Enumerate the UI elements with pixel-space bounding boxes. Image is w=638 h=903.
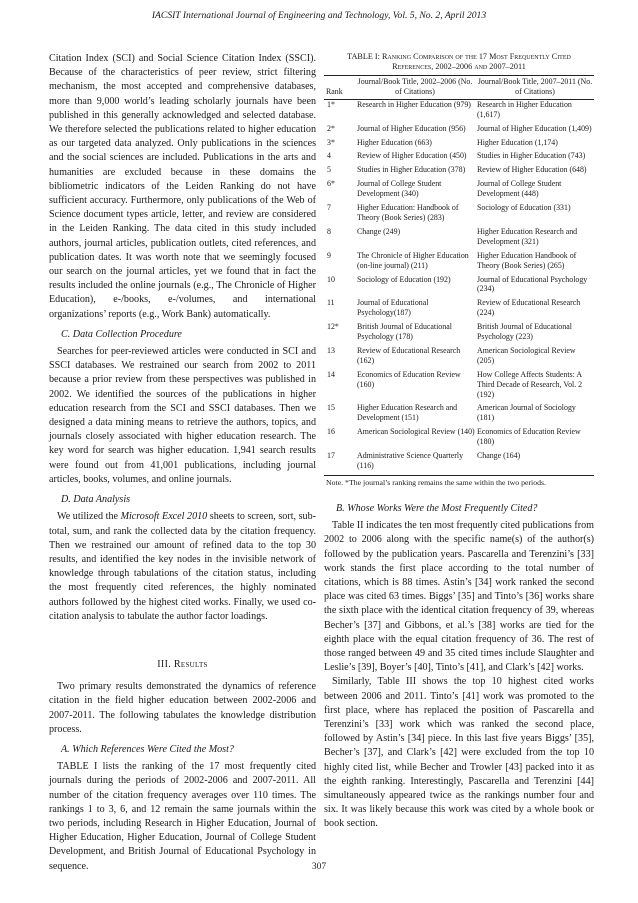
- rank-cell: 3*: [327, 137, 335, 147]
- title-2007-2011-cell: Research in Higher Education (1,617): [477, 99, 572, 119]
- table-note: Note. *The journal’s ranking remains the same within the two periods.: [326, 477, 546, 487]
- rank-cell: 8: [327, 226, 331, 236]
- title-2002-2006-cell: American Sociological Review (140): [357, 427, 475, 437]
- paragraph-data-collection: Searches for peer-reviewed articles were conducted in SCI and SSCI databases. We restrained our search from 2002 to 2011 because a prior review from these perspectives was published in 2002. We identified the sources of the publications in higher education research from the SCI and SSCI databases. Then we designed a data mining means to retrieve the authors, topics, and journals closely associated with higher education research. The key word for search was higher education. 1,941 search results were found out from 41,001 publications, including journal articles, books, volumes, and online journals.: [49, 346, 316, 485]
- rank-cell: 2*: [327, 123, 335, 133]
- rank-cell: 10: [327, 274, 335, 284]
- title-2007-2011-cell: Journal of College Student Development (448): [477, 179, 562, 199]
- table-row: [324, 99, 594, 123]
- title-2007-2011-cell: Economics of Education Review (180): [477, 427, 581, 447]
- table-caption: TABLE I: Ranking Comparison of the 17 Most Frequently Cited References, 2002–2006 and 2007–2011: [347, 52, 571, 71]
- title-2002-2006-cell: Higher Education Research and Development (151): [357, 403, 458, 423]
- rank-cell: 1*: [327, 99, 335, 109]
- rank-cell: 14: [327, 369, 335, 379]
- rank-cell: 16: [327, 427, 335, 437]
- rank-cell: 7: [327, 203, 331, 213]
- table-row: [324, 179, 594, 203]
- title-2007-2011-cell: Review of Higher Education (648): [477, 165, 587, 175]
- title-2002-2006-cell: Review of Educational Research (162): [357, 345, 461, 365]
- title-2002-2006-cell: Journal of College Student Development (340): [357, 179, 442, 199]
- title-2002-2006-cell: Journal of Higher Education (956): [357, 123, 466, 133]
- table-i: [324, 75, 594, 476]
- subsection-c-heading: C. Data Collection Procedure: [61, 328, 182, 340]
- table-row: [324, 151, 594, 165]
- title-2002-2006-cell: Administrative Science Quarterly (116): [357, 451, 464, 470]
- subsection-d-heading: D. Data Analysis: [61, 494, 131, 506]
- table-row: [324, 203, 594, 227]
- running-head: IACSIT International Journal of Engineering and Technology, Vol. 5, No. 2, April 2013: [151, 10, 487, 21]
- title-2007-2011-cell: Sociology of Education (331): [477, 203, 571, 213]
- software-name: Microsoft Excel 2010: [120, 511, 208, 523]
- paragraph-table-iii-description: Similarly, Table III shows the top 10 highest cited works between 2006 and 2011. Tinto’s [41] work was promoted to the first place, where has replaced the position of Pascarella and Terenzini’s [33] work which was ranked the second place, followed by Astin’s [34] piece. In this last five years Biggs’ [35], Becher’s [37], and Clark’s [42] were excluded from the top 10 highly cited list, while Becher and Trowler [43] packed into it as the eighth ranking. Interestingly, Pascarella and Terenzini [44] simultaneously appeared twice as the rankings number four and six. It was likely because this work was cited by a whole book or book section.: [324, 676, 594, 830]
- title-2002-2006-cell: Research in Higher Education (979): [357, 99, 471, 109]
- paragraph-most-cited-works: Table II indicates the ten most frequently cited publications from 2002 to 2006 along with the specific name(s) of the author(s) followed by the publication years. Pascarella and Terenzini’s [33] work stands the first place according to the total number of citations, which is 88 times. Astin’s [34] work ranked the second place was cited 63 times. Biggs’ [35] and Tinto’s [36] works share the sixth place with the identical citation frequency of 39, whereas Becher’s [37] and Gibbons, et al.’s [38] works are tied for the eighth place with the equal citation frequency of 36. The rest of those ranged between 49 and 35 cited times include Slaughter and Leslie’s [39], Boyer’s [40], Tinto’s [41], and Clark’s [42] works.: [324, 520, 594, 674]
- rank-cell: 17: [327, 451, 335, 461]
- title-2002-2006-cell: Higher Education: Handbook of Theory (Book Series) (283): [357, 203, 459, 222]
- header-2002-2006: Journal/Book Title, 2002–2006 (No. of Citations): [354, 76, 476, 99]
- title-2007-2011-cell: Higher Education (1,174): [477, 137, 558, 147]
- paragraph-data-source: Citation Index (SCI) and Social Science Citation Index (SSCI). Because of the characteristics of peer review, strict filtering mechanism, the most accepted and comprehensive databases, more than 9,000 world’s leading scholarly journals have been published in this generally acknowledged and selected database. We therefore selected the publications related to higher education as our targeted data analyzed. Only publications in the sciences and the social sciences are included. Publications in the arts and humanities are excluded because in these domains the bibliometric indicators of the Leiden Ranking do not have sufficient accuracy. Furthermore, only publications of the Web of Science document types article, letter, and review are considered in the Leiden Ranking. The data cited in this study included authors, journal articles, publication outlets, cited references, and publication dates. It was worth note that we seemingly focused our search on the journal articles, yet we found that in fact the results included the online journals (e.g., The Chronicle of Higher Education), e-/books, e-/volumes, and international organizations’ reports (e.g., Work Bank) automatically.: [49, 53, 316, 320]
- title-2002-2006-cell: Change (249): [357, 226, 401, 236]
- paragraph-data-analysis: [49, 510, 316, 624]
- text-fragment: sheets to screen, sort, sub-total, sum, and rank the collected data by the citation frequency. Then we restrained our amount of refined data to the top 30 results, and identified the key nodes in the invisible network of knowledge through tabulations of the citation status, including the most frequently cited references, the highly nominated authors followed by the highest cited works. Finally, we used co-citation analysis to tabulate the author factor loadings.: [49, 511, 317, 622]
- title-2007-2011-cell: Review of Educational Research (224): [477, 298, 581, 318]
- title-2007-2011-cell: Journal of Higher Education (1,409): [477, 123, 592, 133]
- left-column: [49, 52, 316, 874]
- table-row: [324, 451, 594, 475]
- title-2007-2011-cell: American Journal of Sociology (181): [477, 403, 576, 423]
- table-row: [324, 227, 594, 251]
- table-row: [324, 427, 594, 451]
- subsection-a-heading: A. Which References Were Cited the Most?: [61, 743, 234, 755]
- table-row: [324, 138, 594, 152]
- header-rank: Rank: [324, 76, 354, 99]
- title-2002-2006-cell: The Chronicle of Higher Education (on-line journal) (211): [357, 250, 469, 270]
- title-2002-2006-cell: Journal of Educational Psychology(187): [357, 298, 429, 318]
- header-2007-2011: Journal/Book Title, 2007–2011 (No. of Citations): [476, 76, 594, 99]
- rank-cell: 4: [327, 151, 331, 161]
- text-fragment: We utilized the: [57, 511, 121, 523]
- table-row: [324, 322, 594, 346]
- table-row: [324, 165, 594, 179]
- title-2002-2006-cell: Review of Higher Education (450): [357, 151, 467, 161]
- title-2007-2011-cell: Studies in Higher Education (743): [477, 151, 586, 161]
- table-row: [324, 403, 594, 427]
- title-2002-2006-cell: Sociology of Education (192): [357, 274, 451, 284]
- table-header-row: [324, 76, 594, 99]
- title-2002-2006-cell: Economics of Education Review (160): [357, 369, 461, 389]
- page-number: 307: [311, 862, 327, 872]
- table-row: [324, 346, 594, 370]
- title-2007-2011-cell: Higher Education Research and Development (321): [477, 226, 578, 246]
- title-2002-2006-cell: Higher Education (663): [357, 137, 432, 147]
- title-2007-2011-cell: British Journal of Educational Psychology (223): [477, 322, 572, 342]
- table-row: [324, 275, 594, 299]
- table-row: [324, 370, 594, 404]
- rank-cell: 9: [327, 250, 331, 260]
- title-2007-2011-cell: Higher Education Handbook of Theory (Book Series) (265): [477, 250, 577, 270]
- rank-cell: 5: [327, 165, 331, 175]
- title-2007-2011-cell: American Sociological Review (205): [477, 345, 576, 365]
- rank-cell: 15: [327, 403, 335, 413]
- rank-cell: 13: [327, 345, 335, 355]
- right-column: [324, 52, 594, 832]
- subsection-b-heading: B. Whose Works Were the Most Frequently Cited?: [336, 502, 538, 514]
- title-2002-2006-cell: British Journal of Educational Psychology (178): [357, 322, 452, 342]
- table-row: [324, 124, 594, 138]
- title-2002-2006-cell: Studies in Higher Education (378): [357, 165, 466, 175]
- section-iii-heading: III. Results: [157, 658, 208, 670]
- rank-cell: 6*: [327, 179, 335, 189]
- paragraph-table-i-description: TABLE I lists the ranking of the 17 most frequently cited journals during the periods of 2002-2006 and 2007-2011. All number of the citation frequency averages over 110 times. The rankings 1 to 3, 6, and 12 remain the same journals within the two periods, including Research in Higher Education, Journal of Higher Education, Higher Education, Journal of College Student Development, and British Journal of Educational Psychology in sequence.: [49, 761, 316, 872]
- rank-cell: 12*: [327, 322, 339, 332]
- rank-cell: 11: [327, 298, 335, 308]
- ranking-table: [324, 76, 594, 475]
- paragraph-results-intro: Two primary results demonstrated the dynamics of reference citation in the field higher education between 2002-2006 and 2007-2011. The following tabulates the knowledge distribution process.: [49, 681, 316, 735]
- table-row: [324, 251, 594, 275]
- title-2007-2011-cell: How College Affects Students: A Third Decade of Research, Vol. 2 (192): [477, 369, 583, 399]
- table-body: [324, 99, 594, 475]
- title-2007-2011-cell: Journal of Educational Psychology (234): [477, 274, 588, 294]
- title-2007-2011-cell: Change (164): [477, 451, 521, 461]
- table-row: [324, 298, 594, 322]
